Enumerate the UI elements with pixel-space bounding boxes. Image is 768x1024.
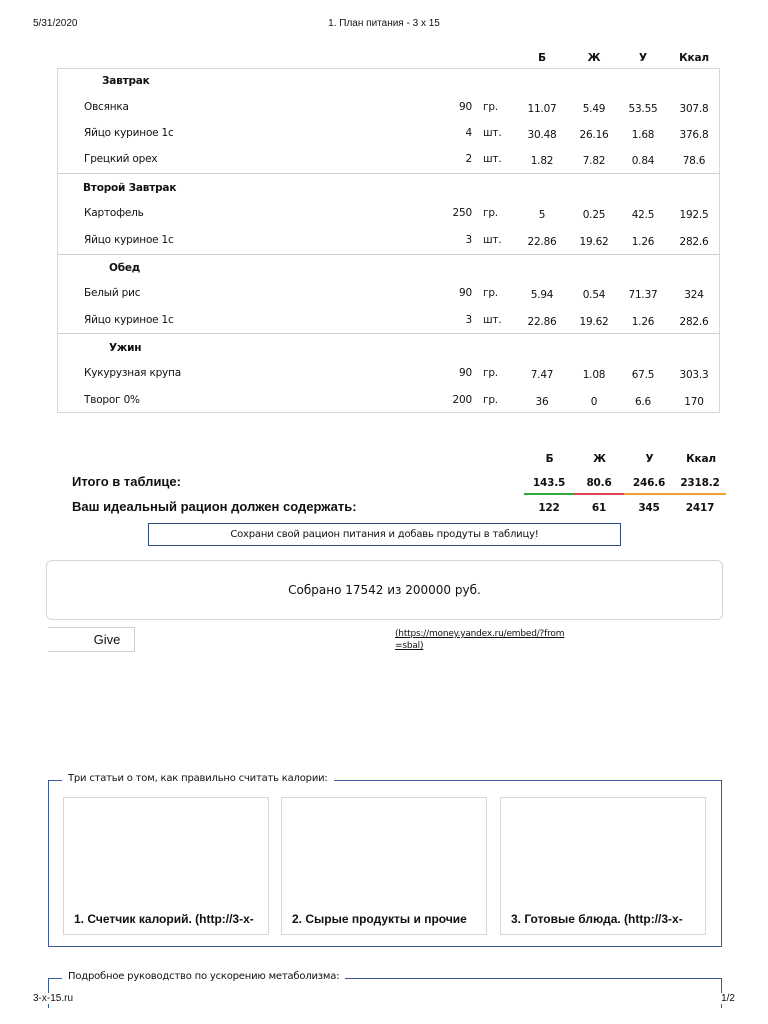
food-qty[interactable]: 200 [452,394,472,406]
fundraising-progress-text: Собрано 17542 из 200000 руб. [288,583,481,597]
value-b: 36 [535,396,549,408]
value-zh: 26.16 [579,129,609,141]
food-qty[interactable]: 250 [452,207,472,219]
col-header-u: У [639,52,647,64]
value-b: 7.47 [530,369,554,381]
articles-legend: Три статьи о том, как правильно считать калории: [62,773,334,784]
metabolism-fieldset [48,978,722,1008]
total-value-zh: 80.6 [574,477,624,495]
total-value-kcal: 2318.2 [674,477,726,495]
food-qty[interactable]: 2 [465,153,472,165]
food-unit: гр. [483,207,498,219]
value-zh: 19.62 [579,236,609,248]
value-b: 30.48 [527,129,557,141]
food-unit: гр. [483,367,498,379]
food-qty[interactable]: 90 [459,101,472,113]
article-card-title[interactable]: 3. Готовые блюда. (http://3-x- [511,912,683,926]
value-kcal: 303.3 [679,369,709,381]
col-header-zh: Ж [587,52,601,64]
food-name: Кукурузная крупа [84,367,181,379]
value-u: 1.26 [631,236,655,248]
value-b: 22.86 [527,316,557,328]
totals-header-u: У [645,453,654,465]
food-name: Яйцо куриное 1с [84,127,174,139]
totals-header-zh: Ж [593,453,606,465]
value-b: 5.94 [530,289,554,301]
food-name: Картофель [84,207,144,219]
food-name: Яйцо куриное 1с [84,234,174,246]
ideal-value-kcal: 2417 [685,502,715,514]
total-label: Итого в таблице: [72,474,181,489]
section-title-dinner: Ужин [109,342,142,354]
print-footer-site: 3-x-15.ru [33,993,77,1004]
food-unit: шт. [483,127,502,139]
food-name: Творог 0% [84,394,140,406]
food-unit: гр. [483,101,498,113]
value-b: 5 [538,209,546,221]
value-u: 53.55 [628,103,658,115]
value-u: 0.84 [631,155,655,167]
value-kcal: 170 [684,396,704,408]
print-date: 5/31/2020 [33,18,78,29]
value-b: 1.82 [530,155,554,167]
value-zh: 0.25 [582,209,606,221]
value-kcal: 78.6 [682,155,706,167]
donation-link[interactable]: (https://money.yandex.ru/embed/?from=sbal) [395,629,565,651]
value-kcal: 192.5 [679,209,709,221]
section-divider [57,254,720,255]
food-unit: гр. [483,394,498,406]
food-qty[interactable]: 3 [465,314,472,326]
value-zh: 1.08 [582,369,606,381]
section-title-lunch: Обед [109,262,141,274]
total-value-b: 143.5 [524,477,574,495]
ideal-value-b: 122 [538,502,560,514]
food-unit: шт. [483,234,502,246]
value-kcal: 282.6 [679,236,709,248]
article-card[interactable] [281,797,487,935]
article-card-title[interactable]: 1. Счетчик калорий. (http://3-x- [74,912,254,926]
food-unit: шт. [483,153,502,165]
food-name: Грецкий орех [84,153,158,165]
value-u: 1.68 [631,129,655,141]
value-u: 71.37 [628,289,658,301]
value-kcal: 376.8 [679,129,709,141]
save-diet-button[interactable]: Сохрани свой рацион питания и добавь продуты в таблицу! [148,523,621,546]
print-footer-page: 1/2 [721,993,735,1004]
ideal-value-zh: 61 [591,502,607,514]
totals-header-b: Б [545,453,554,465]
give-button[interactable]: Give [48,627,135,652]
section-title-breakfast: Завтрак [102,75,150,87]
section-title-second-breakfast: Второй Завтрак [83,182,177,194]
ideal-label: Ваш идеальный рацион должен содержать: [72,499,357,514]
food-qty[interactable]: 90 [459,367,472,379]
value-u: 42.5 [631,209,655,221]
article-card[interactable] [500,797,706,935]
totals-header-kcal: Ккал [686,453,716,465]
col-header-kcal: Ккал [679,52,709,64]
food-name: Белый рис [84,287,141,299]
section-divider [57,173,720,174]
value-u: 6.6 [634,396,652,408]
value-zh: 7.82 [582,155,606,167]
total-value-u: 246.6 [624,477,674,495]
food-name: Овсянка [84,101,129,113]
ideal-value-u: 345 [638,502,660,514]
value-kcal: 324 [684,289,704,301]
food-name: Яйцо куриное 1с [84,314,174,326]
food-unit: шт. [483,314,502,326]
value-kcal: 307.8 [679,103,709,115]
value-kcal: 282.6 [679,316,709,328]
section-divider [57,333,720,334]
article-card-title[interactable]: 2. Сырые продукты и прочие [292,912,467,926]
col-header-b: Б [538,52,546,64]
value-zh: 5.49 [582,103,606,115]
value-zh: 0 [590,396,598,408]
value-zh: 19.62 [579,316,609,328]
food-qty[interactable]: 3 [465,234,472,246]
food-unit: гр. [483,287,498,299]
food-qty[interactable]: 4 [465,127,472,139]
value-b: 11.07 [527,103,557,115]
print-title: 1. План питания - 3 x 15 [328,18,440,29]
value-zh: 0.54 [582,289,606,301]
value-u: 67.5 [631,369,655,381]
food-qty[interactable]: 90 [459,287,472,299]
value-b: 22.86 [527,236,557,248]
fundraising-panel [46,560,723,620]
metabolism-legend: Подробное руководство по ускорению метаболизма: [62,971,345,982]
article-card[interactable] [63,797,269,935]
value-u: 1.26 [631,316,655,328]
